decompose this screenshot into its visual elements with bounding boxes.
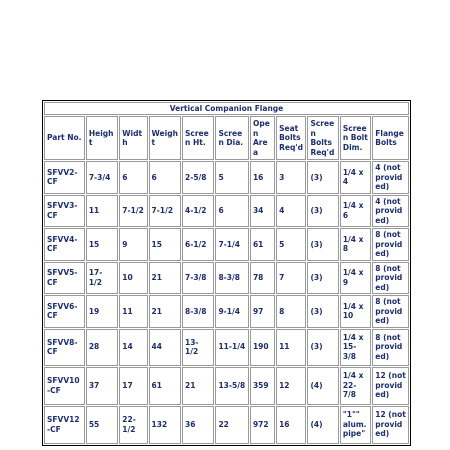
cell-part-no: SFVV3-CF [44, 195, 85, 228]
cell-screen-ht: 8-3/8 [182, 295, 214, 328]
cell-seat-bolts: 5 [276, 228, 306, 261]
cell-part-no: SFVV5-CF [44, 262, 85, 295]
cell-open-area: 190 [250, 329, 275, 366]
cell-screen-ht: 13-1/2 [182, 329, 214, 366]
cell-screen-ht: 21 [182, 367, 214, 405]
cell-screen-bolts: (3) [307, 295, 338, 328]
cell-width: 11 [119, 295, 147, 328]
cell-screen-bolt-dim: 1/4 x 9 [340, 262, 371, 295]
cell-width: 10 [119, 262, 147, 295]
cell-screen-bolts: (3) [307, 195, 338, 228]
cell-weight: 132 [149, 406, 181, 444]
cell-seat-bolts: 3 [276, 161, 306, 194]
cell-height: 7-3/4 [86, 161, 118, 194]
column-header-weight: Weight [149, 116, 181, 160]
cell-weight: 6 [149, 161, 181, 194]
table-header-row [44, 116, 409, 160]
cell-flange-bolts: 4 (not provided) [372, 195, 409, 228]
column-header-seat-bolts: Seat Bolts Req'd [276, 116, 306, 160]
table-row [44, 161, 409, 194]
cell-flange-bolts: 12 (not provided) [372, 367, 409, 405]
cell-screen-bolts: (3) [307, 262, 338, 295]
table-title: Vertical Companion Flange [44, 102, 409, 115]
cell-width: 17 [119, 367, 147, 405]
cell-height: 28 [86, 329, 118, 366]
table-row [44, 295, 409, 328]
cell-screen-bolt-dim: 1/4 x 10 [340, 295, 371, 328]
cell-screen-bolt-dim: 1/4 x 8 [340, 228, 371, 261]
cell-part-no: SFVV12-CF [44, 406, 85, 444]
cell-height: 15 [86, 228, 118, 261]
cell-width: 22-1/2 [119, 406, 147, 444]
cell-flange-bolts: 12 (not provided) [372, 406, 409, 444]
cell-seat-bolts: 4 [276, 195, 306, 228]
cell-flange-bolts: 8 (not provided) [372, 228, 409, 261]
cell-height: 11 [86, 195, 118, 228]
table-row [44, 329, 409, 366]
table-row [44, 195, 409, 228]
cell-screen-dia: 11-1/4 [215, 329, 249, 366]
cell-screen-bolts: (4) [307, 406, 338, 444]
cell-open-area: 97 [250, 295, 275, 328]
cell-weight: 61 [149, 367, 181, 405]
cell-screen-bolt-dim: 1/4 x 6 [340, 195, 371, 228]
cell-part-no: SFVV2-CF [44, 161, 85, 194]
cell-flange-bolts: 8 (not provided) [372, 329, 409, 366]
cell-screen-bolt-dim: 1/4 x 15-3/8 [340, 329, 371, 366]
cell-open-area: 61 [250, 228, 275, 261]
cell-screen-ht: 4-1/2 [182, 195, 214, 228]
cell-screen-bolts: (4) [307, 367, 338, 405]
cell-open-area: 16 [250, 161, 275, 194]
cell-screen-ht: 36 [182, 406, 214, 444]
column-header-height: Height [86, 116, 118, 160]
cell-screen-bolt-dim: "1"" alum. pipe" [340, 406, 371, 444]
cell-seat-bolts: 12 [276, 367, 306, 405]
cell-weight: 15 [149, 228, 181, 261]
cell-screen-dia: 8-3/8 [215, 262, 249, 295]
cell-weight: 44 [149, 329, 181, 366]
column-header-flange-bolts: Flange Bolts [372, 116, 409, 160]
cell-height: 17-1/2 [86, 262, 118, 295]
table-row [44, 367, 409, 405]
cell-screen-bolts: (3) [307, 329, 338, 366]
cell-screen-dia: 9-1/4 [215, 295, 249, 328]
cell-open-area: 359 [250, 367, 275, 405]
cell-screen-dia: 22 [215, 406, 249, 444]
cell-open-area: 972 [250, 406, 275, 444]
column-header-screen-bolts: Screen Bolts Req'd [307, 116, 338, 160]
cell-flange-bolts: 4 (not provided) [372, 161, 409, 194]
cell-flange-bolts: 8 (not provided) [372, 262, 409, 295]
cell-weight: 21 [149, 295, 181, 328]
cell-flange-bolts: 8 (not provided) [372, 295, 409, 328]
cell-part-no: SFVV6-CF [44, 295, 85, 328]
cell-screen-bolts: (3) [307, 161, 338, 194]
cell-width: 6 [119, 161, 147, 194]
cell-part-no: SFVV8-CF [44, 329, 85, 366]
cell-width: 7-1/2 [119, 195, 147, 228]
cell-open-area: 34 [250, 195, 275, 228]
cell-screen-bolt-dim: 1/4 x 22-7/8 [340, 367, 371, 405]
cell-weight: 21 [149, 262, 181, 295]
column-header-screen-ht: Screen Ht. [182, 116, 214, 160]
vertical-companion-flange-table [43, 101, 410, 445]
cell-height: 37 [86, 367, 118, 405]
cell-screen-ht: 6-1/2 [182, 228, 214, 261]
cell-screen-dia: 5 [215, 161, 249, 194]
cell-screen-bolt-dim: 1/4 x 4 [340, 161, 371, 194]
cell-width: 14 [119, 329, 147, 366]
cell-screen-dia: 6 [215, 195, 249, 228]
table-row [44, 406, 409, 444]
cell-seat-bolts: 7 [276, 262, 306, 295]
cell-part-no: SFVV4-CF [44, 228, 85, 261]
cell-screen-bolts: (3) [307, 228, 338, 261]
column-header-screen-bolt-dim: Screen Bolt Dim. [340, 116, 371, 160]
table-row [44, 262, 409, 295]
cell-screen-ht: 2-5/8 [182, 161, 214, 194]
cell-weight: 7-1/2 [149, 195, 181, 228]
column-header-part-no: Part No. [44, 116, 85, 160]
vertical-companion-flange-table-frame [42, 100, 411, 446]
cell-open-area: 78 [250, 262, 275, 295]
cell-part-no: SFVV10-CF [44, 367, 85, 405]
cell-height: 19 [86, 295, 118, 328]
column-header-screen-dia: Screen Dia. [215, 116, 249, 160]
cell-height: 55 [86, 406, 118, 444]
cell-screen-ht: 7-3/8 [182, 262, 214, 295]
cell-seat-bolts: 8 [276, 295, 306, 328]
cell-seat-bolts: 11 [276, 329, 306, 366]
column-header-width: Width [119, 116, 147, 160]
cell-screen-dia: 7-1/4 [215, 228, 249, 261]
cell-width: 9 [119, 228, 147, 261]
cell-screen-dia: 13-5/8 [215, 367, 249, 405]
column-header-open-area: Open Area [250, 116, 275, 160]
table-row [44, 228, 409, 261]
cell-seat-bolts: 16 [276, 406, 306, 444]
